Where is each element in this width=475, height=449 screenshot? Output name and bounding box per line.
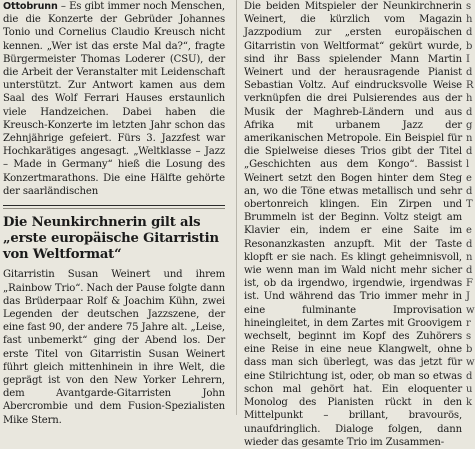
intro-text: – Es gibt immer noch Menschen, die die Konzerte der Gebrüder Johannes Tonio und Cornelius Claudio Kreusch nicht kennen. „Wer ist das erste Mal da?“, fragte Bürgermeister Thomas Loderer (CSU), der die Arbeit der Veranstalter mit Leidenschaft unterstützt. Zur Antwort kamen aus dem Saal des Wolf Ferrari Hauses erstaunlich viele Handzeichen. Dabei haben die Kreusch-Konzerte im letzten Jahr schon das Zehnjährige gefeiert. Fürs 3. Jazzfest war Hochkarätiges angesagt. „Weltklasse – Jazz – Made in Germany“ hieß die Losung des Konzertmarathons. Die eine Hälfte gehörte der saarländischen	[3, 1, 225, 197]
article-intro-paragraph	[3, 0, 225, 198]
article-subheadline: Die Neunkirchnerin gilt als „erste europäische Gitarristin von Weltformat“	[3, 215, 219, 262]
article-column-left	[3, 0, 225, 427]
article-column-right	[244, 0, 462, 449]
article-continuation-paragraph: Die beiden Mitspieler der Neunkirchnerin Weinert, die kürzlich vom Magazin Jazzpodium zur „ersten europäischen Gitarristin von Weltformat“ gekürt wurde, sind ihr Bass spielender Mann Martin Weinert und der herausragende Pianist Sebastian Voltz. Auf eindrucksvolle Weise verknüpfen die drei Pulsierendes aus der Musik der Maghreb-Ländern und aus Afrika mit urbanem Jazz der amerikanischen Metropole. Ein Beispiel für die Spielweise dieses Trios gibt der Titel „Geschichten aus dem Kongo“. Bassist Weinert setzt den Bogen hinter dem Steg an, wo die Töne etwas metallisch und sehr obertonreich klingen. Ein Zirpen und Brummeln ist der Beginn. Voltz steigt am Klavier ein, indem er eine Saite im Resonanzkasten anzupft. Mit der Taste klopft er sie nach. Es klingt geheimnisvoll, wie wenn man im Wald nicht mehr sicher ist, ob da irgendwo, irgendwie, irgendwas ist. Und während das Trio immer mehr in eine fulminante Improvisation hineingleitet, in dem Zartes mit Groovigem wechselt, beginnt im Kopf des Zuhörers eine Reise in eine neue Klangwelt, ohne dass man sich überlegt, was das jetzt für eine Stilrichtung ist, oder, ob man so etwas schon mal gehört hat. Ein eloquenter Monolog des Pianisten rückt in den Mittelpunkt – brillant, bravourös, unaufdringlich. Dialoge folgen, dann wieder das gesamte Trio im Zusammen-	[244, 1, 462, 448]
section-divider	[3, 205, 225, 209]
edge-fragment-text: s h d b I d R h d g n d l e d T e d n d F J w r s b w d u k	[466, 1, 475, 409]
dateline-place: Ottobrunn	[3, 1, 58, 12]
article-body-paragraph: Gitarristin Susan Weinert und ihrem „Rainbow Trio“. Nach der Pause folgte dann das Brüderpaar Rolf & Joachim Kühn, zwei Legenden der deutschen Jazzszene, der eine fast 90, der andere 75 Jahre alt. „Leise, fast unbemerkt“ ging der Abend los. Der erste Titel von Gitarristin Susan Weinert führt gleich mittenhinein in ihre Welt, die geprägt ist von den New Yorker Lehrern, dem Avantgarde-Gitarristen John Abercrombie und dem Fusion-Spezialisten Mike Stern.	[3, 269, 225, 426]
column-divider	[236, 0, 237, 415]
neighboring-column-edge	[466, 0, 475, 415]
